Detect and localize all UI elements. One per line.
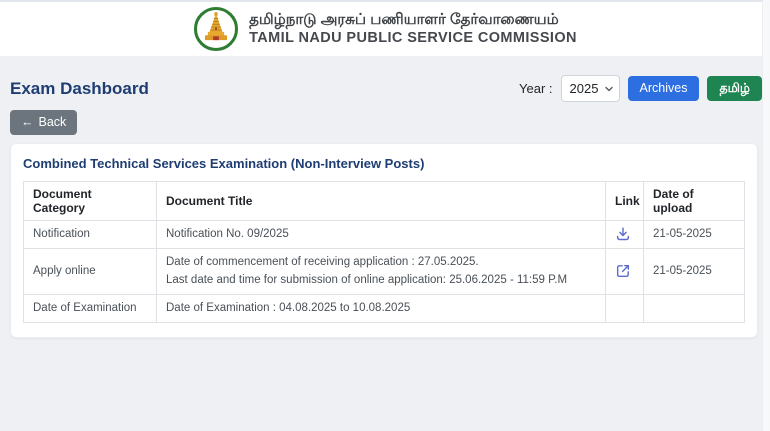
table-row — [24, 294, 745, 322]
exam-card — [10, 143, 758, 338]
tnpsc-emblem-icon — [193, 6, 239, 52]
table-header-row — [24, 182, 745, 221]
col-header-date-of-upload: Date of upload — [644, 182, 745, 221]
cell-title — [157, 294, 606, 322]
cell-title — [157, 221, 606, 249]
col-header-document-category: Document Category — [24, 182, 157, 221]
cell-date — [644, 294, 745, 322]
cell-category: Date of Examination — [24, 294, 157, 322]
cell-date: 21-05-2025 — [644, 249, 745, 295]
header-title-tamil: தமிழ்நாடு அரசுப் பணியாளர் தேர்வாணையம் — [249, 11, 559, 29]
document-table-body — [24, 221, 745, 323]
document-title-line: Date of commencement of receiving application : 27.05.2025. — [166, 256, 479, 269]
language-toggle-button[interactable]: தமிழ் — [707, 76, 762, 101]
cell-category: Apply online — [24, 249, 157, 295]
table-row — [24, 249, 745, 295]
col-header-link: Link — [606, 182, 644, 221]
site-header — [0, 2, 770, 57]
page-title: Exam Dashboard — [10, 78, 149, 98]
document-title-line: Date of Examination : 04.08.2025 to 10.08.2025 — [166, 301, 411, 314]
back-button-label: Back — [38, 115, 67, 129]
header-title-english: TAMIL NADU PUBLIC SERVICE COMMISSION — [249, 30, 577, 47]
cell-title — [157, 249, 606, 295]
document-title-line: Last date and time for submission of online application: 25.06.2025 - 11:59 P.M — [166, 273, 568, 286]
document-title-line: Notification No. 09/2025 — [166, 228, 289, 241]
col-header-document-title: Document Title — [157, 182, 606, 221]
exam-card-title: Combined Technical Services Examination (Non-Interview Posts) — [23, 156, 425, 171]
cell-link — [606, 249, 644, 295]
tnpsc-logo — [193, 6, 239, 52]
cell-category: Notification — [24, 221, 157, 249]
download-icon[interactable] — [615, 226, 631, 242]
year-select-wrap — [561, 75, 620, 102]
cell-link — [606, 221, 644, 249]
year-select[interactable] — [570, 81, 613, 96]
archives-button[interactable]: Archives — [628, 76, 700, 101]
left-arrow-icon: ← — [21, 115, 34, 129]
toolbar — [0, 75, 770, 102]
year-label: Year : — [519, 81, 553, 96]
scrollbar-track[interactable] — [762, 0, 770, 431]
document-table — [23, 181, 745, 323]
cell-date: 21-05-2025 — [644, 221, 745, 249]
cell-link — [606, 294, 644, 322]
table-row — [24, 221, 745, 249]
external-link-icon[interactable] — [615, 263, 631, 279]
back-button[interactable] — [10, 110, 77, 135]
